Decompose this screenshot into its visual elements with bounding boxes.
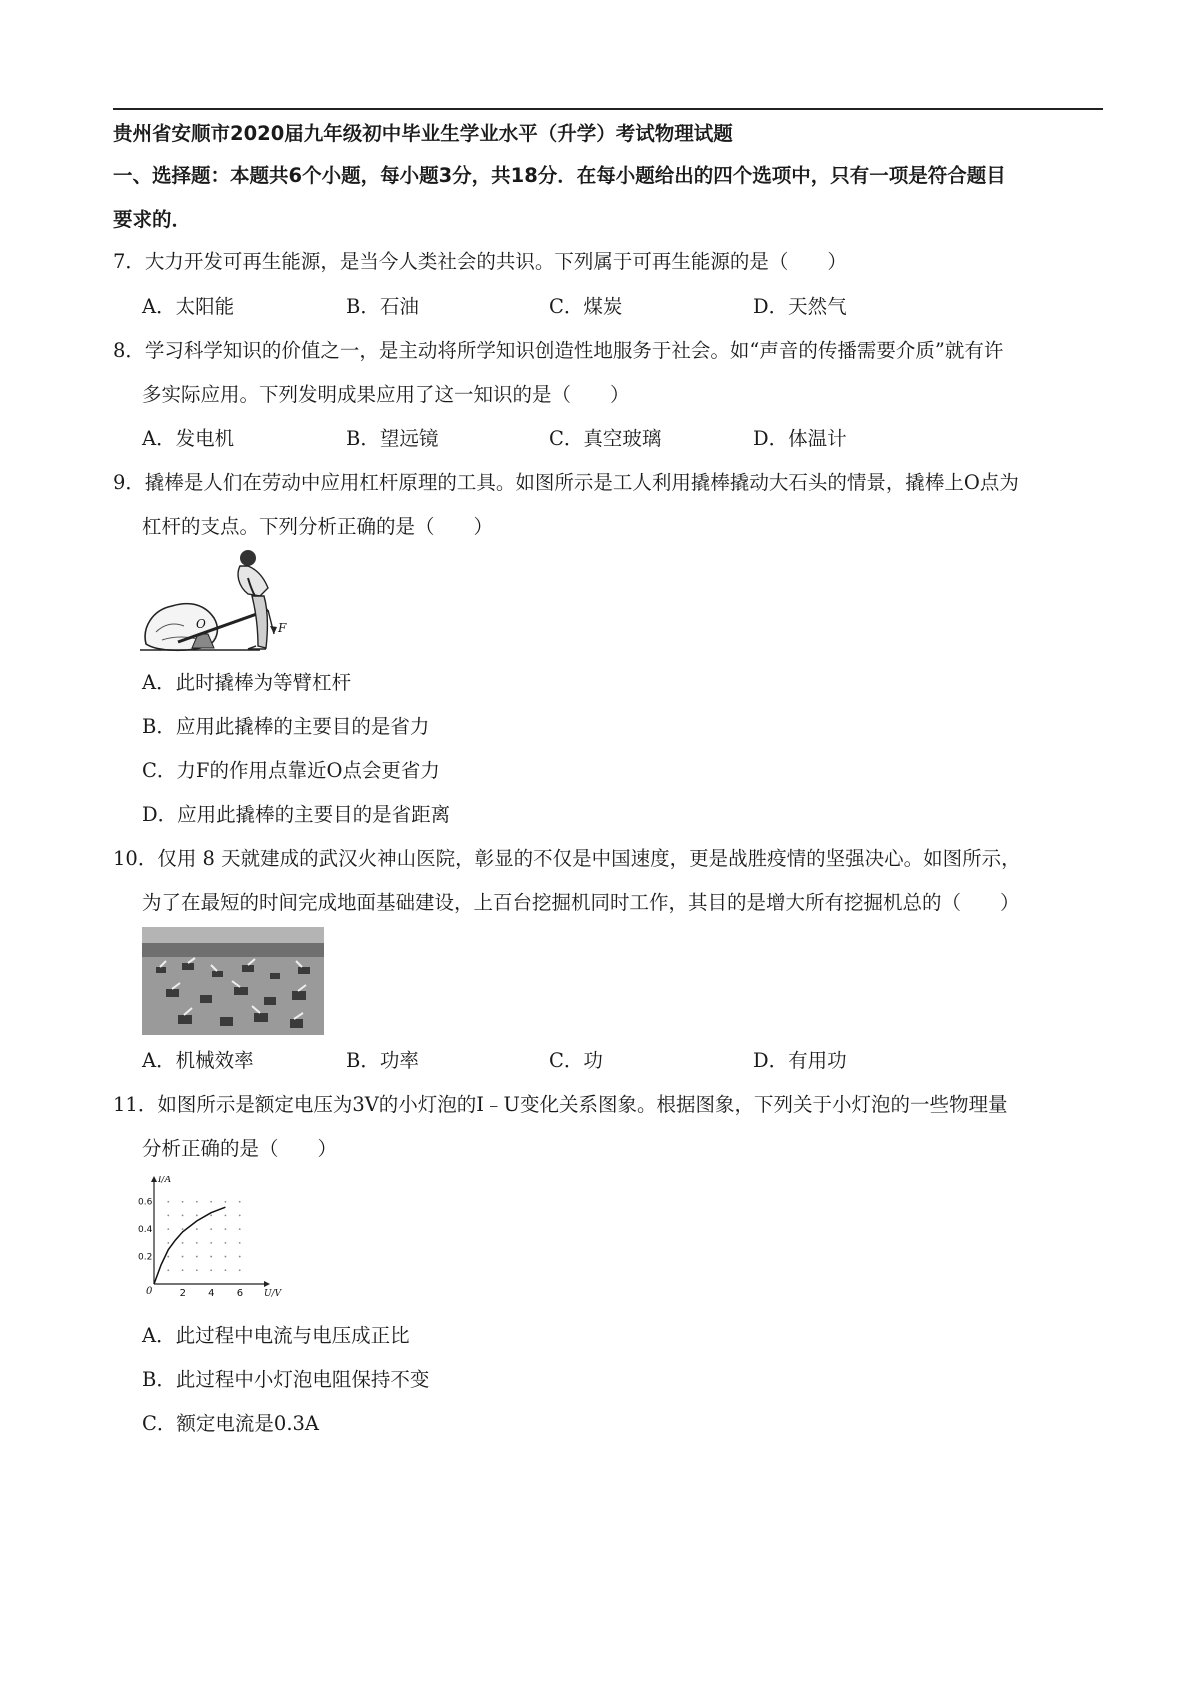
- question-8-option-c: C．真空玻璃: [549, 427, 662, 450]
- x-tick-label: 4: [208, 1288, 215, 1299]
- question-10-option-a: A．机械效率: [142, 1049, 254, 1072]
- grid-dot: [167, 1215, 169, 1217]
- question-9-option-c: C．力F的作用点靠近O点会更省力: [142, 759, 440, 782]
- grid-dot: [239, 1269, 241, 1271]
- grid-dot: [167, 1269, 169, 1271]
- exam-title: 贵州省安顺市2020届九年级初中毕业生学业水平（升学）考试物理试题: [113, 122, 733, 145]
- iu-curve: [154, 1207, 225, 1284]
- grid-dot: [239, 1256, 241, 1258]
- x-tick-label: 6: [236, 1288, 244, 1299]
- grid-dot: [210, 1228, 212, 1230]
- crowbar-figure: [140, 548, 320, 658]
- question-7-stem: 7．大力开发可再生能源，是当今人类社会的共识。下列属于可再生能源的是（ ）: [113, 250, 847, 273]
- question-9-option-a: A．此时撬棒为等臂杠杆: [142, 671, 352, 694]
- grid-dot: [196, 1215, 198, 1217]
- x-tick-label: 2: [179, 1288, 186, 1299]
- question-11-stem-line2: 分析正确的是（ ）: [142, 1137, 338, 1160]
- grid-dot: [210, 1256, 212, 1258]
- question-11-option-b: B．此过程中小灯泡电阻保持不变: [142, 1368, 430, 1391]
- grid-dot: [182, 1242, 184, 1244]
- grid-dot: [196, 1269, 198, 1271]
- grid-dot: [182, 1215, 184, 1217]
- question-10-option-c: C．功: [549, 1049, 603, 1072]
- question-10-option-b: B．功率: [346, 1049, 419, 1072]
- x-axis-arrow: [264, 1281, 270, 1287]
- grid-dot: [167, 1228, 169, 1230]
- grid-dot: [225, 1215, 227, 1217]
- fulcrum-label-o: O: [196, 617, 206, 631]
- question-11-option-a: A．此过程中电流与电压成正比: [142, 1324, 410, 1347]
- question-8-option-b: B．望远镜: [346, 427, 439, 450]
- question-9-stem-line1: 9．撬棒是人们在劳动中应用杠杆原理的工具。如图所示是工人利用撬棒撬动大石头的情景，撬棒上O点为: [113, 471, 1019, 494]
- grid-dot: [182, 1201, 184, 1203]
- question-8-option-a: A．发电机: [142, 427, 235, 450]
- grid-dot: [196, 1256, 198, 1258]
- y-tick-label: 0.4: [138, 1225, 153, 1236]
- question-11-stem-line1: 11．如图所示是额定电压为3V的小灯泡的I﹣U变化关系图象。根据图象，下列关于小灯泡的一些物理量: [113, 1093, 1008, 1116]
- grid-dot: [196, 1242, 198, 1244]
- grid-dot: [167, 1242, 169, 1244]
- grid-dot: [167, 1201, 169, 1203]
- y-tick-label: 0.6: [138, 1197, 153, 1208]
- question-7-option-d: D．天然气: [753, 295, 847, 318]
- grid-dot: [210, 1269, 212, 1271]
- question-10-stem-line1: 10．仅用 8 天就建成的武汉火神山医院，彰显的不仅是中国速度，更是战胜疫情的坚强决心。如图所示，: [113, 847, 1021, 870]
- worker-head: [240, 550, 256, 566]
- grid-dot: [210, 1215, 212, 1217]
- grid-dot: [225, 1228, 227, 1230]
- grid-dot: [225, 1201, 227, 1203]
- question-8-option-d: D．体温计: [753, 427, 847, 450]
- y-axis-arrow: [151, 1176, 157, 1182]
- y-axis-label: I/A: [158, 1176, 172, 1185]
- grid-dot: [182, 1256, 184, 1258]
- excavators-photo: [142, 927, 324, 1035]
- grid-dot: [239, 1215, 241, 1217]
- question-10-option-d: D．有用功: [753, 1049, 847, 1072]
- question-9-option-d: D．应用此撬棒的主要目的是省距离: [142, 803, 451, 826]
- grid-dot: [182, 1269, 184, 1271]
- grid-dot: [196, 1228, 198, 1230]
- grid-dot: [210, 1242, 212, 1244]
- grid-dot: [239, 1201, 241, 1203]
- x-axis-label: U/V: [264, 1289, 282, 1299]
- grid-dot: [182, 1228, 184, 1230]
- grid-dot: [210, 1201, 212, 1203]
- origin-label: 0: [146, 1286, 153, 1297]
- question-7-option-b: B．石油: [346, 295, 419, 318]
- worker-legs: [252, 596, 267, 648]
- grid-dot: [167, 1256, 169, 1258]
- question-8-stem-line2: 多实际应用。下列发明成果应用了这一知识的是（ ）: [142, 383, 630, 406]
- grid-dot: [225, 1269, 227, 1271]
- grid-dot: [225, 1242, 227, 1244]
- y-tick-label: 0.2: [138, 1252, 153, 1263]
- header-rule: [113, 108, 1103, 110]
- grid-dot: [239, 1228, 241, 1230]
- question-8-stem-line1: 8．学习科学知识的价值之一，是主动将所学知识创造性地服务于社会。如“声音的传播需要介质”就有许: [113, 339, 1004, 362]
- question-10-stem-line2: 为了在最短的时间完成地面基础建设，上百台挖掘机同时工作，其目的是增大所有挖掘机总的（ ）: [142, 891, 1020, 914]
- question-9-stem-line2: 杠杆的支点。下列分析正确的是（ ）: [142, 515, 494, 538]
- question-7-option-c: C．煤炭: [549, 295, 623, 318]
- grid-dot: [196, 1201, 198, 1203]
- question-11-option-c: C．额定电流是0.3A: [142, 1412, 320, 1435]
- grid-dot: [225, 1256, 227, 1258]
- question-7-option-a: A．太阳能: [142, 295, 235, 318]
- section-heading-line1: 一、选择题：本题共6个小题，每小题3分，共18分．在每小题给出的四个选项中，只有一项是符合题目: [113, 164, 1006, 187]
- section-heading-line2: 要求的．: [113, 208, 192, 231]
- force-label-f: F: [278, 621, 287, 635]
- grid-dot: [239, 1242, 241, 1244]
- iu-chart: [138, 1176, 288, 1306]
- question-9-option-b: B．应用此撬棒的主要目的是省力: [142, 715, 430, 738]
